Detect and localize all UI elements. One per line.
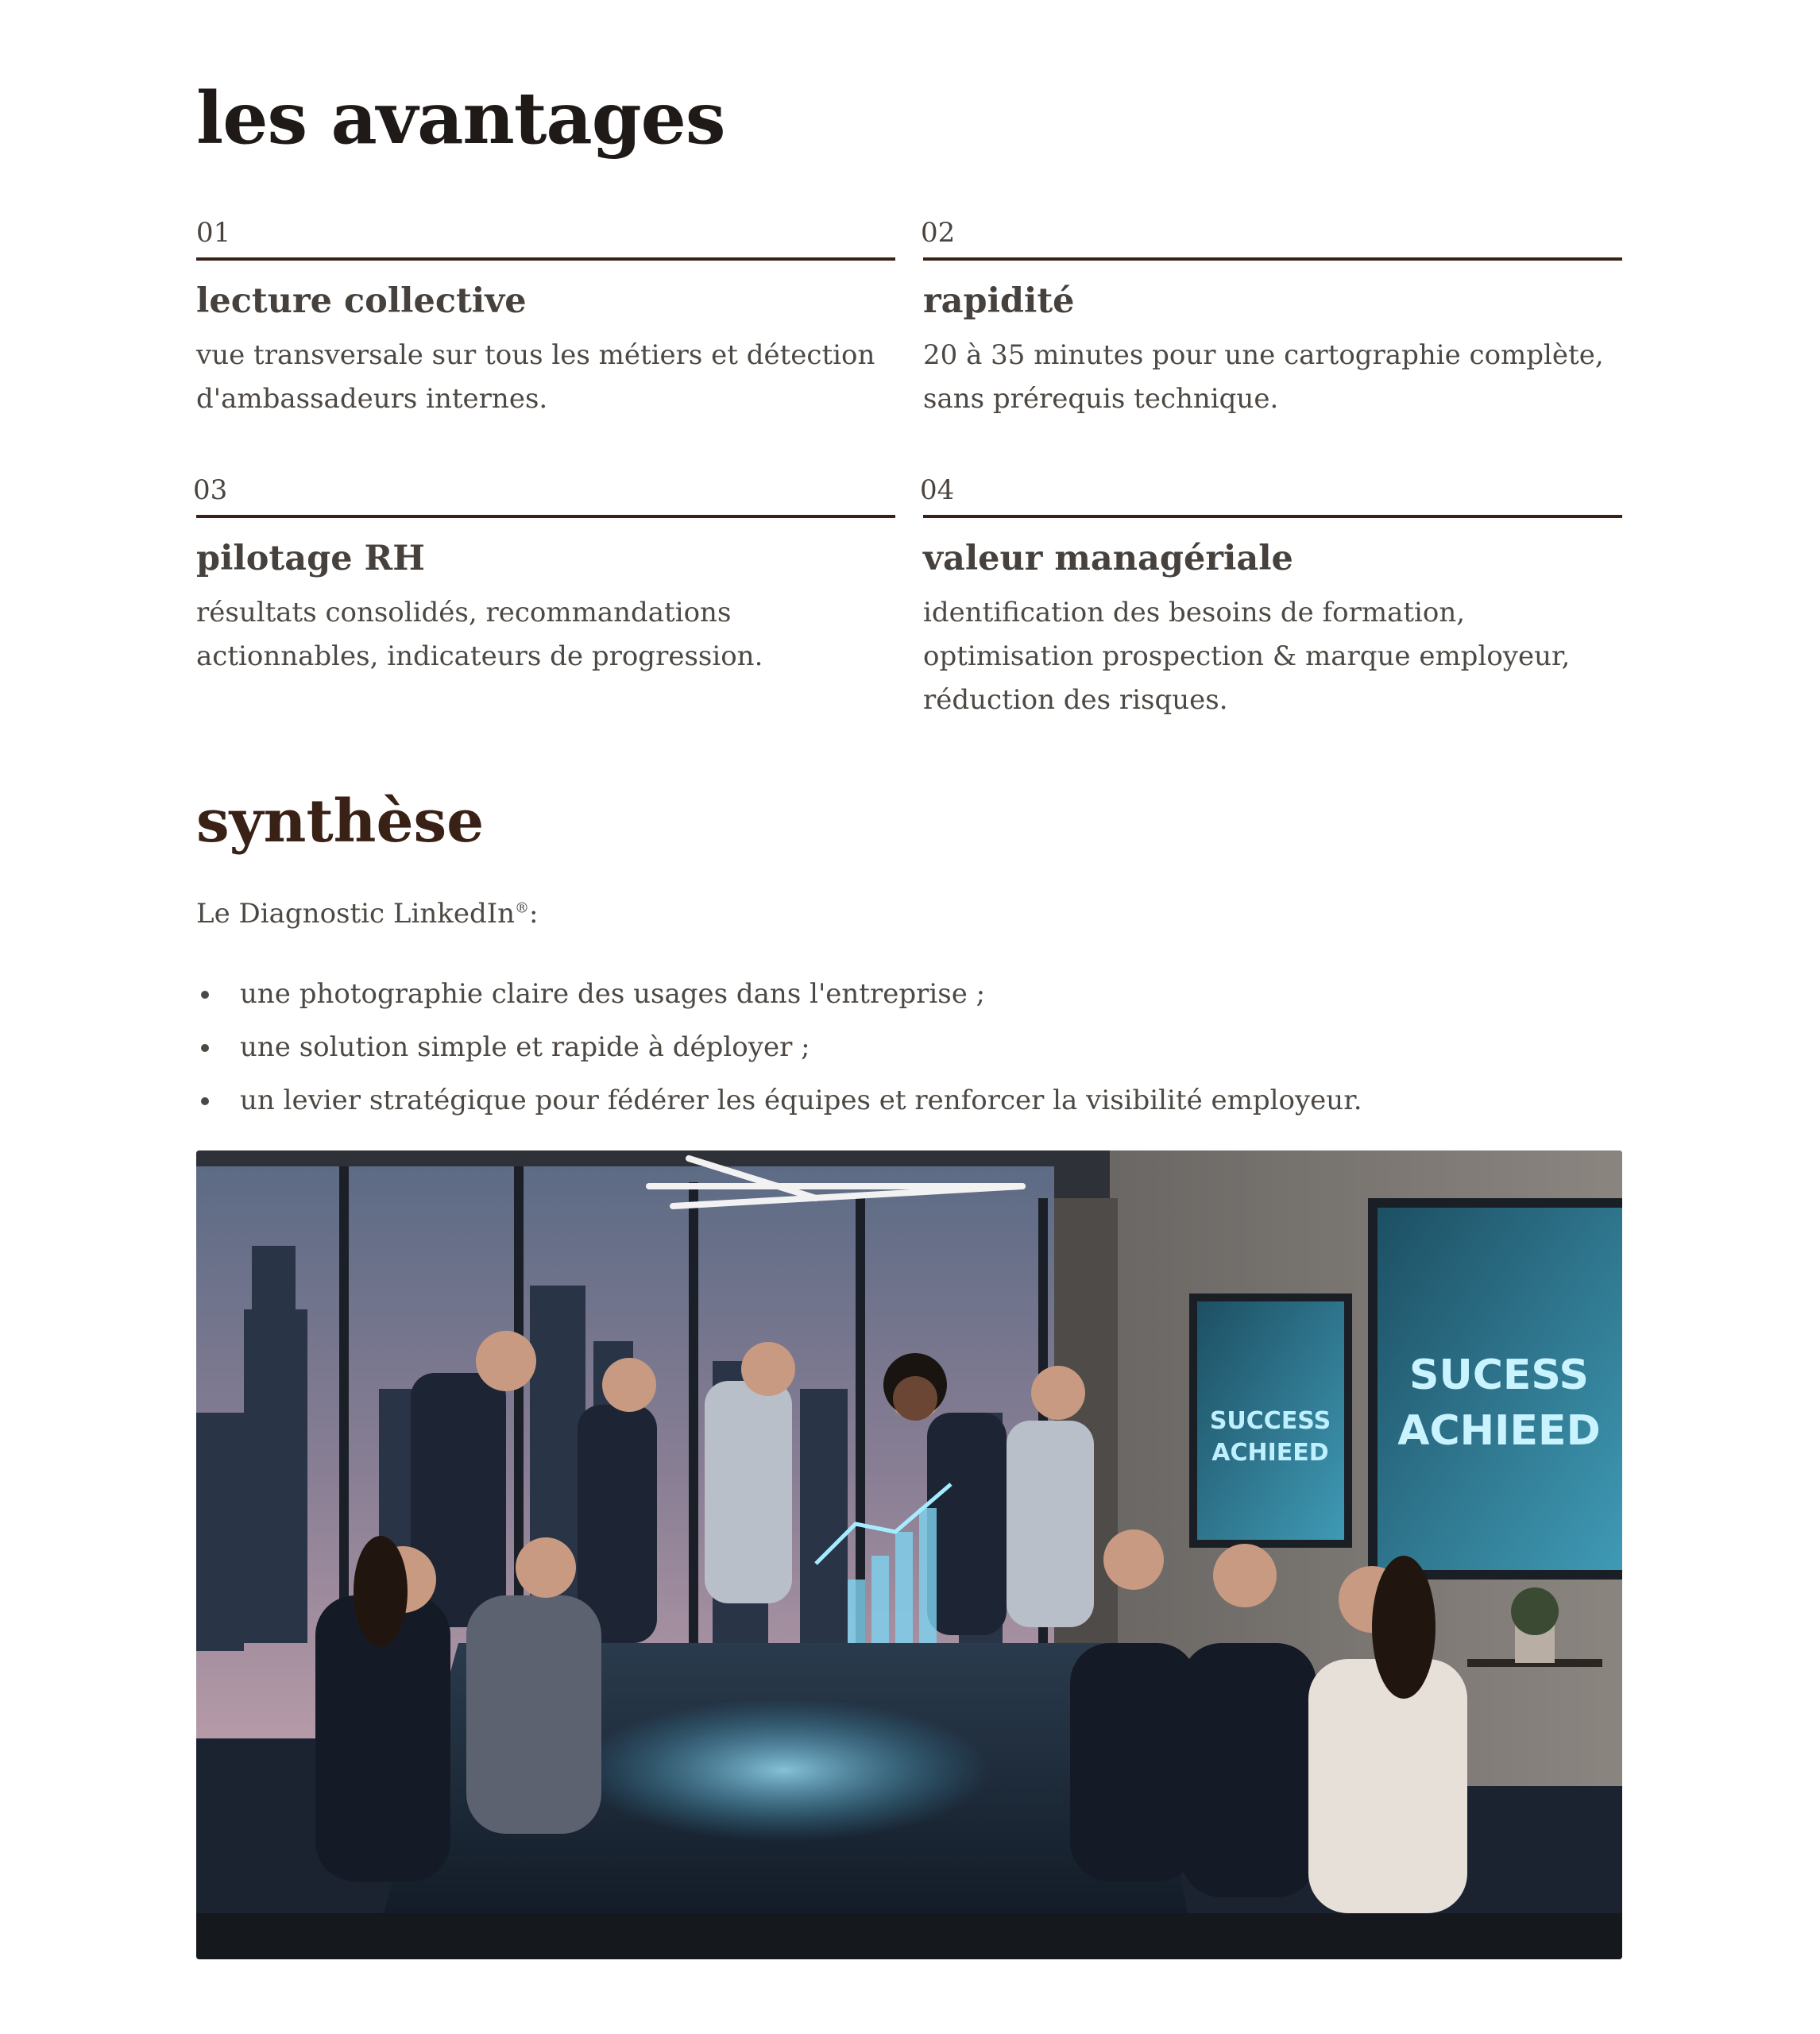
wall-screen-small [1189, 1293, 1352, 1548]
bullet-icon [201, 991, 209, 999]
meeting-photo [196, 1150, 1622, 1959]
screen-text: SUCCESS [1209, 1407, 1331, 1435]
advantage-item-01 [196, 215, 895, 421]
section-title-synthese: synthèse [196, 787, 485, 856]
advantage-number: 04 [920, 474, 955, 506]
plant [1511, 1587, 1559, 1635]
advantage-title: valeur managériale [923, 539, 1293, 578]
list-item [196, 1074, 1362, 1127]
advantage-description: 20 à 35 minutes pour une cartographie complète, sans prérequis technique. [923, 338, 1604, 415]
list-item [196, 1021, 1362, 1074]
screen-text: ACHIEED [1397, 1407, 1601, 1455]
divider [923, 515, 1622, 518]
advantage-number: 01 [196, 217, 231, 249]
synthese-list [196, 968, 1362, 1127]
advantage-item-04 [920, 472, 1622, 722]
synthese-intro [196, 896, 539, 931]
bullet-icon [201, 1097, 209, 1105]
advantage-title: pilotage RH [196, 539, 425, 578]
screen-text: SUCESS [1409, 1351, 1589, 1399]
screen-text: ACHIEED [1211, 1439, 1329, 1467]
advantage-description: résultats consolidés, recommandations actionnables, indicateurs de progression. [196, 596, 763, 672]
list-item-text: une photographie claire des usages dans l'entreprise ; [240, 978, 986, 1010]
list-item-text: une solution simple et rapide à déployer ; [240, 1031, 810, 1063]
bullet-icon [201, 1044, 209, 1052]
advantage-number: 02 [921, 217, 956, 249]
advantage-item-03 [193, 472, 895, 679]
intro-text: Le Diagnostic LinkedIn [196, 898, 516, 930]
advantage-description: identification des besoins de formation, optimisation prospection & marque employeur, réduction des risques. [923, 596, 1571, 716]
advantage-number: 03 [193, 474, 228, 506]
advantage-description: vue transversale sur tous les métiers et détection d'ambassadeurs internes. [196, 338, 875, 415]
list-item [196, 968, 1362, 1021]
list-item-text: un levier stratégique pour fédérer les équipes et renforcer la visibilité employeur. [240, 1085, 1362, 1116]
floor [196, 1913, 1622, 1959]
advantage-title: lecture collective [196, 281, 527, 321]
intro-suffix: : [529, 898, 539, 930]
advantage-item-02 [923, 215, 1622, 421]
divider [923, 257, 1622, 261]
wall-screen-large [1368, 1198, 1622, 1580]
page-title: les avantages [196, 76, 725, 160]
advantage-title: rapidité [923, 281, 1075, 321]
registered-mark: ® [515, 899, 530, 917]
meeting-illustration [196, 1150, 1622, 1959]
divider [196, 257, 895, 261]
divider [196, 515, 895, 518]
hologram [578, 1699, 991, 1842]
